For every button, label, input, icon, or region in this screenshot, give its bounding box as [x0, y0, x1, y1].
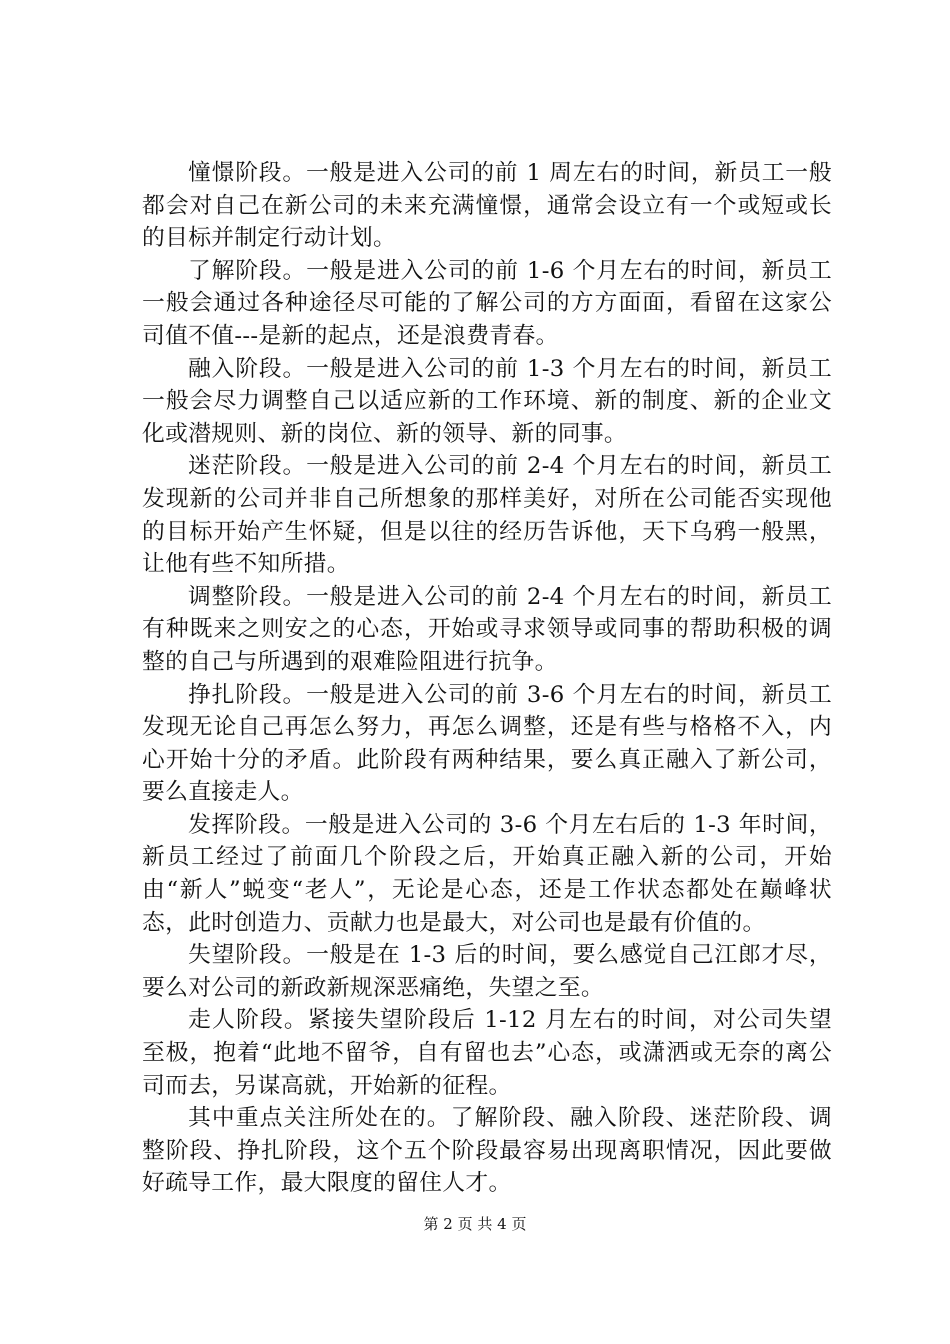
paragraph-stage-adjusting: 调整阶段。一般是进入公司的前 2-4 个月左右的时间，新员工有种既来之则安之的心态，开始或寻求领导或同事的帮助积极的调整的自己与所遇到的艰难险阻进行抗争。: [142, 583, 832, 675]
paragraph-stage-leaving: 走人阶段。紧接失望阶段后 1-12 月左右的时间，对公司失望至极，抱着“此地不留爷，自有留也去”心态，或潇洒或无奈的离公司而去，另谋高就，开始新的征程。: [142, 1007, 832, 1099]
paragraph-stage-struggling: 挣扎阶段。一般是进入公司的前 3-6 个月左右的时间，新员工发现无论自己再怎么努力，再怎么调整，还是有些与格格不入，内心开始十分的矛盾。此阶段有两种结果，要么真正融入了新公司，要么直接走人。: [142, 681, 832, 806]
paragraph-stage-understanding: 了解阶段。一般是进入公司的前 1-6 个月左右的时间，新员工一般会通过各种途径尽可能的了解公司的方方面面，看留在这家公司值不值---是新的起点，还是浪费青春。: [142, 257, 832, 349]
document-body: [142, 157, 832, 1200]
paragraph-stage-confused: 迷茫阶段。一般是进入公司的前 2-4 个月左右的时间，新员工发现新的公司并非自己所想象的那样美好，对所在公司能否实现他的目标开始产生怀疑，但是以往的经历告诉他，天下乌鸦一般黑，让他有些不知所措。: [142, 453, 832, 578]
paragraph-summary: 其中重点关注所处在的。了解阶段、融入阶段、迷茫阶段、调整阶段、挣扎阶段，这个五个阶段最容易出现离职情况，因此要做好疏导工作，最大限度的留住人才。: [142, 1105, 832, 1197]
paragraph-stage-integrating: 融入阶段。一般是进入公司的前 1-3 个月左右的时间，新员工一般会尽力调整自己以适应新的工作环境、新的制度、新的企业文化或潜规则、新的岗位、新的领导、新的同事。: [142, 355, 832, 447]
paragraph-stage-disappointed: 失望阶段。一般是在 1-3 后的时间，要么感觉自己江郎才尽，要么对公司的新政新规深恶痛绝，失望之至。: [142, 942, 832, 1001]
paragraph-stage-performing: 发挥阶段。一般是进入公司的 3-6 个月左右后的 1-3 年时间，新员工经过了前面几个阶段之后，开始真正融入新的公司，开始由“新人”蜕变“老人”，无论是心态，还是工作状态都处在巅峰状态，此时创造力、贡献力也是最大，对公司也是最有价值的。: [142, 811, 832, 936]
paragraph-stage-yearning: 憧憬阶段。一般是进入公司的前 1 周左右的时间，新员工一般都会对自己在新公司的未来充满憧憬，通常会设立有一个或短或长的目标并制定行动计划。: [142, 160, 832, 252]
page-number-footer: 第 2 页 共 4 页: [423, 1215, 527, 1233]
